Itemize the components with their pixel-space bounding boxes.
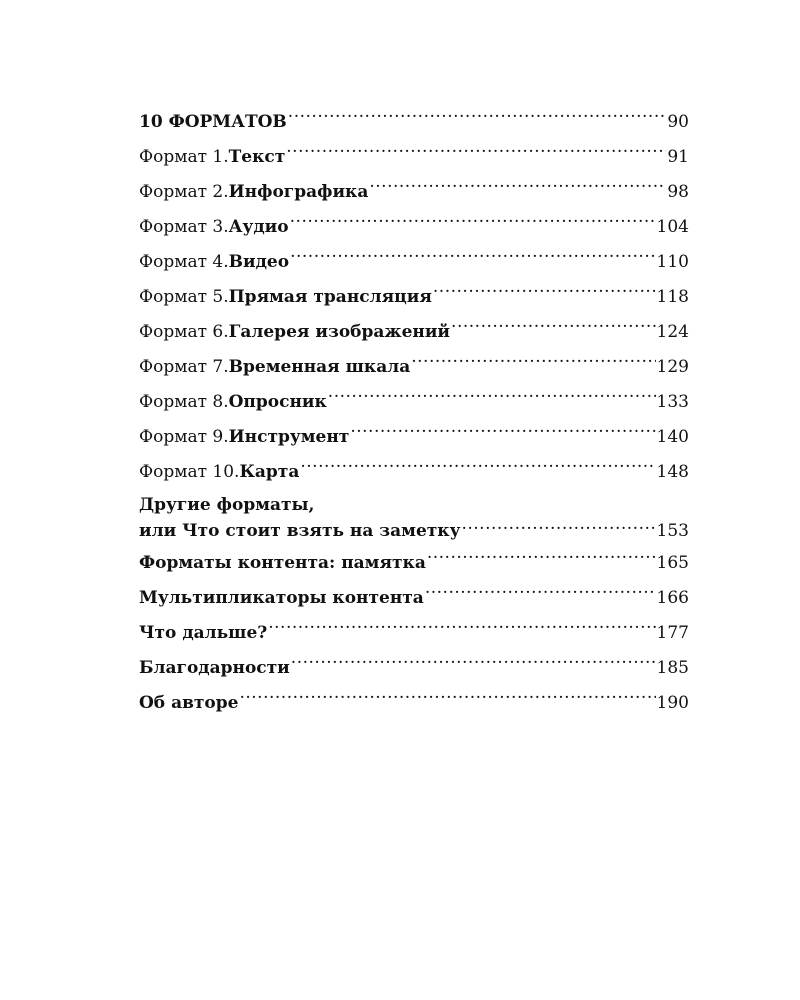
dot-leader (369, 180, 666, 197)
toc-entry-title: Прямая трансляция (228, 287, 432, 307)
toc-entry-page: 133 (656, 392, 689, 412)
toc-entry-prefix: Формат 9. (139, 427, 229, 447)
dot-leader (411, 355, 655, 372)
dot-leader (239, 691, 655, 708)
toc-entry-page: 129 (656, 357, 689, 377)
toc-entry[interactable] (139, 210, 689, 245)
toc-entry-page: 124 (656, 322, 689, 342)
toc-entry-line2 (139, 516, 689, 546)
toc-entry-prefix: Формат 3. (139, 217, 229, 237)
toc-entry-page: 98 (667, 182, 689, 202)
toc-entry-prefix: Формат 6. (139, 322, 229, 342)
toc-entry-page: 110 (656, 252, 689, 272)
toc-entry-prefix: Формат 4. (139, 252, 229, 272)
toc-entry-page: 166 (656, 588, 689, 608)
toc-entry-title: Текст (228, 147, 286, 167)
dot-leader (286, 145, 666, 162)
toc-entry-page: 177 (656, 623, 689, 643)
toc-entry-page: 148 (656, 462, 689, 482)
dot-leader (451, 320, 656, 337)
dot-leader (288, 110, 667, 127)
toc-entry[interactable] (139, 581, 689, 616)
toc-entry-title: 10 ФОРМАТОВ (139, 112, 287, 132)
toc-entry-title: Что дальше? (139, 623, 268, 643)
toc-entry-title: Форматы контента: памятка (139, 553, 426, 573)
toc-entry-prefix: Формат 10. (139, 462, 240, 482)
toc-entry-title: Инфографика (228, 182, 369, 202)
toc-entry-title-line1: Другие форматы, (139, 495, 315, 515)
toc-entry-page: 91 (667, 147, 689, 167)
toc-entry[interactable] (139, 140, 689, 175)
toc-entry-title: Галерея изображений (228, 322, 451, 342)
dot-leader (268, 621, 655, 638)
toc-entry-title: Инструмент (228, 427, 350, 447)
toc-entry[interactable] (139, 420, 689, 455)
toc-entry[interactable] (139, 651, 689, 686)
toc-entry-page: 104 (656, 217, 689, 237)
toc-entry-title: Мультипликаторы контента (139, 588, 424, 608)
toc-entry-prefix: Формат 7. (139, 357, 229, 377)
dot-leader (300, 460, 655, 477)
toc-entry[interactable] (139, 350, 689, 385)
dot-leader (433, 285, 656, 302)
toc-entry-page: 90 (667, 112, 689, 132)
toc-entry-page: 140 (656, 427, 689, 447)
toc-entry-prefix: Формат 2. (139, 182, 229, 202)
toc-entry[interactable] (139, 385, 689, 420)
toc-entry-title: Об авторе (139, 693, 239, 713)
toc-entry-page: 190 (656, 693, 689, 713)
toc-entry-prefix: Формат 1. (139, 147, 229, 167)
toc-entry-page: 185 (656, 658, 689, 678)
toc-entry-prefix: Формат 8. (139, 392, 229, 412)
toc-entry-title: Видео (228, 252, 290, 272)
toc-entry-multiline[interactable] (139, 490, 689, 546)
dot-leader (427, 551, 656, 568)
toc-entry[interactable] (139, 616, 689, 651)
toc-entry-title-line2: или Что стоит взять на заметку (139, 521, 461, 541)
toc-entry-title: Аудио (228, 217, 289, 237)
toc-entry-page: 153 (656, 521, 689, 541)
toc-entry-title: Карта (239, 462, 300, 482)
toc-entry[interactable] (139, 455, 689, 490)
toc-entry[interactable] (139, 686, 689, 721)
toc-entry-page: 165 (656, 553, 689, 573)
toc-entry[interactable] (139, 175, 689, 210)
dot-leader (350, 425, 655, 442)
dot-leader (290, 215, 656, 232)
dot-leader (290, 250, 655, 267)
toc-entry[interactable] (139, 546, 689, 581)
toc-entry[interactable] (139, 315, 689, 350)
dot-leader (461, 519, 655, 536)
toc-entry-title: Опросник (228, 392, 327, 412)
toc-entry-prefix: Формат 5. (139, 287, 229, 307)
table-of-contents (139, 105, 689, 721)
toc-entry-title: Благодарности (139, 658, 290, 678)
toc-entry[interactable] (139, 105, 689, 140)
toc-entry[interactable] (139, 245, 689, 280)
toc-entry[interactable] (139, 280, 689, 315)
dot-leader (291, 656, 656, 673)
toc-entry-title: Временная шкала (228, 357, 411, 377)
dot-leader (328, 390, 656, 407)
dot-leader (425, 586, 656, 603)
toc-entry-page: 118 (656, 287, 689, 307)
